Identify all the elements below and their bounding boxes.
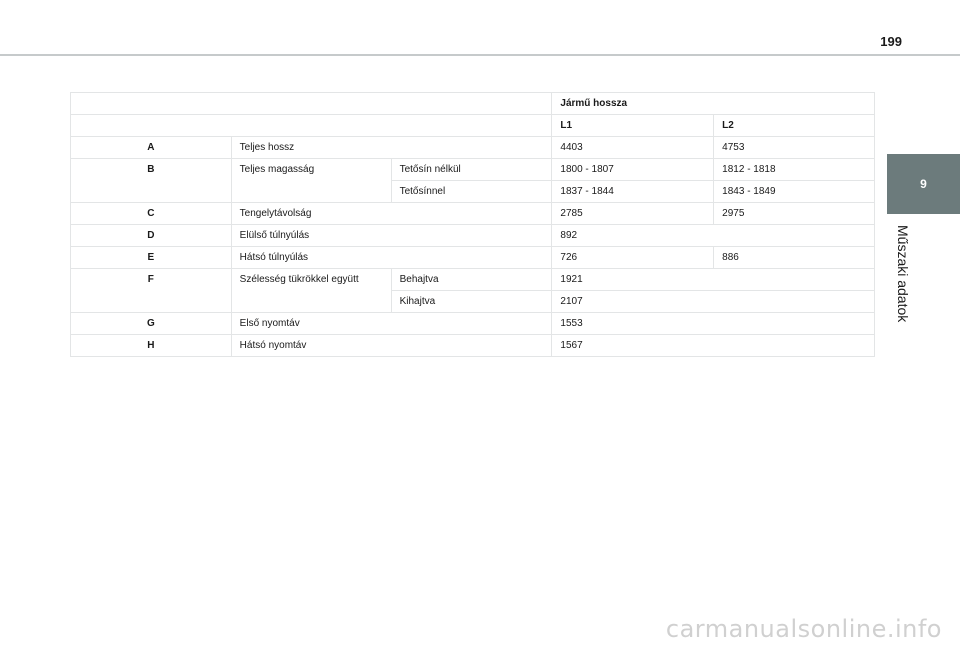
row-value-l1: 726 (552, 247, 714, 269)
row-value: 1567 (552, 335, 875, 357)
row-label: Elülső túlnyúlás (231, 225, 552, 247)
page-number: 199 (880, 34, 902, 49)
header-l2: L2 (714, 115, 875, 137)
row-value: 1921 (552, 269, 875, 291)
row-letter: B (71, 159, 232, 203)
row-label: Szélesség tükrökkel együtt (231, 269, 391, 313)
table-row (71, 159, 875, 181)
row-label: Teljes hossz (231, 137, 552, 159)
header-l1: L1 (552, 115, 714, 137)
row-letter: F (71, 269, 232, 313)
row-label: Hátsó túlnyúlás (231, 247, 552, 269)
header-empty-cell (71, 93, 552, 115)
header-title: Jármű hossza (552, 93, 875, 115)
subheader-empty-cell (71, 115, 552, 137)
row-value: 1553 (552, 313, 875, 335)
table-row (71, 225, 875, 247)
row-letter: D (71, 225, 232, 247)
row-value-l2: 886 (714, 247, 875, 269)
row-sublabel: Tetősín nélkül (391, 159, 552, 181)
table-row (71, 137, 875, 159)
row-label: Tengelytávolság (231, 203, 552, 225)
row-value: 892 (552, 225, 875, 247)
row-label: Első nyomtáv (231, 313, 552, 335)
row-letter: E (71, 247, 232, 269)
row-letter: H (71, 335, 232, 357)
row-value-l1: 2785 (552, 203, 714, 225)
watermark: carmanualsonline.info (665, 615, 942, 643)
row-value: 2107 (552, 291, 875, 313)
row-letter: G (71, 313, 232, 335)
chapter-number: 9 (920, 177, 927, 191)
chapter-title: Műszaki adatok (895, 225, 911, 323)
row-value-l1: 1837 - 1844 (552, 181, 714, 203)
row-value-l1: 4403 (552, 137, 714, 159)
table-row (71, 313, 875, 335)
row-sublabel: Behajtva (391, 269, 552, 291)
dimensions-table (70, 92, 875, 357)
row-letter: A (71, 137, 232, 159)
table-row (71, 247, 875, 269)
table-row (71, 203, 875, 225)
row-value-l2: 4753 (714, 137, 875, 159)
row-sublabel: Kihajtva (391, 291, 552, 313)
table-row (71, 269, 875, 291)
row-letter: C (71, 203, 232, 225)
row-value-l1: 1800 - 1807 (552, 159, 714, 181)
table-row (71, 335, 875, 357)
row-label: Hátsó nyomtáv (231, 335, 552, 357)
chapter-tab[interactable] (887, 154, 960, 214)
row-value-l2: 1812 - 1818 (714, 159, 875, 181)
row-value-l2: 1843 - 1849 (714, 181, 875, 203)
row-label: Teljes magasság (231, 159, 391, 203)
table-subheader-row (71, 115, 875, 137)
header-rule (0, 54, 960, 56)
row-value-l2: 2975 (714, 203, 875, 225)
table-header-row (71, 93, 875, 115)
row-sublabel: Tetősínnel (391, 181, 552, 203)
